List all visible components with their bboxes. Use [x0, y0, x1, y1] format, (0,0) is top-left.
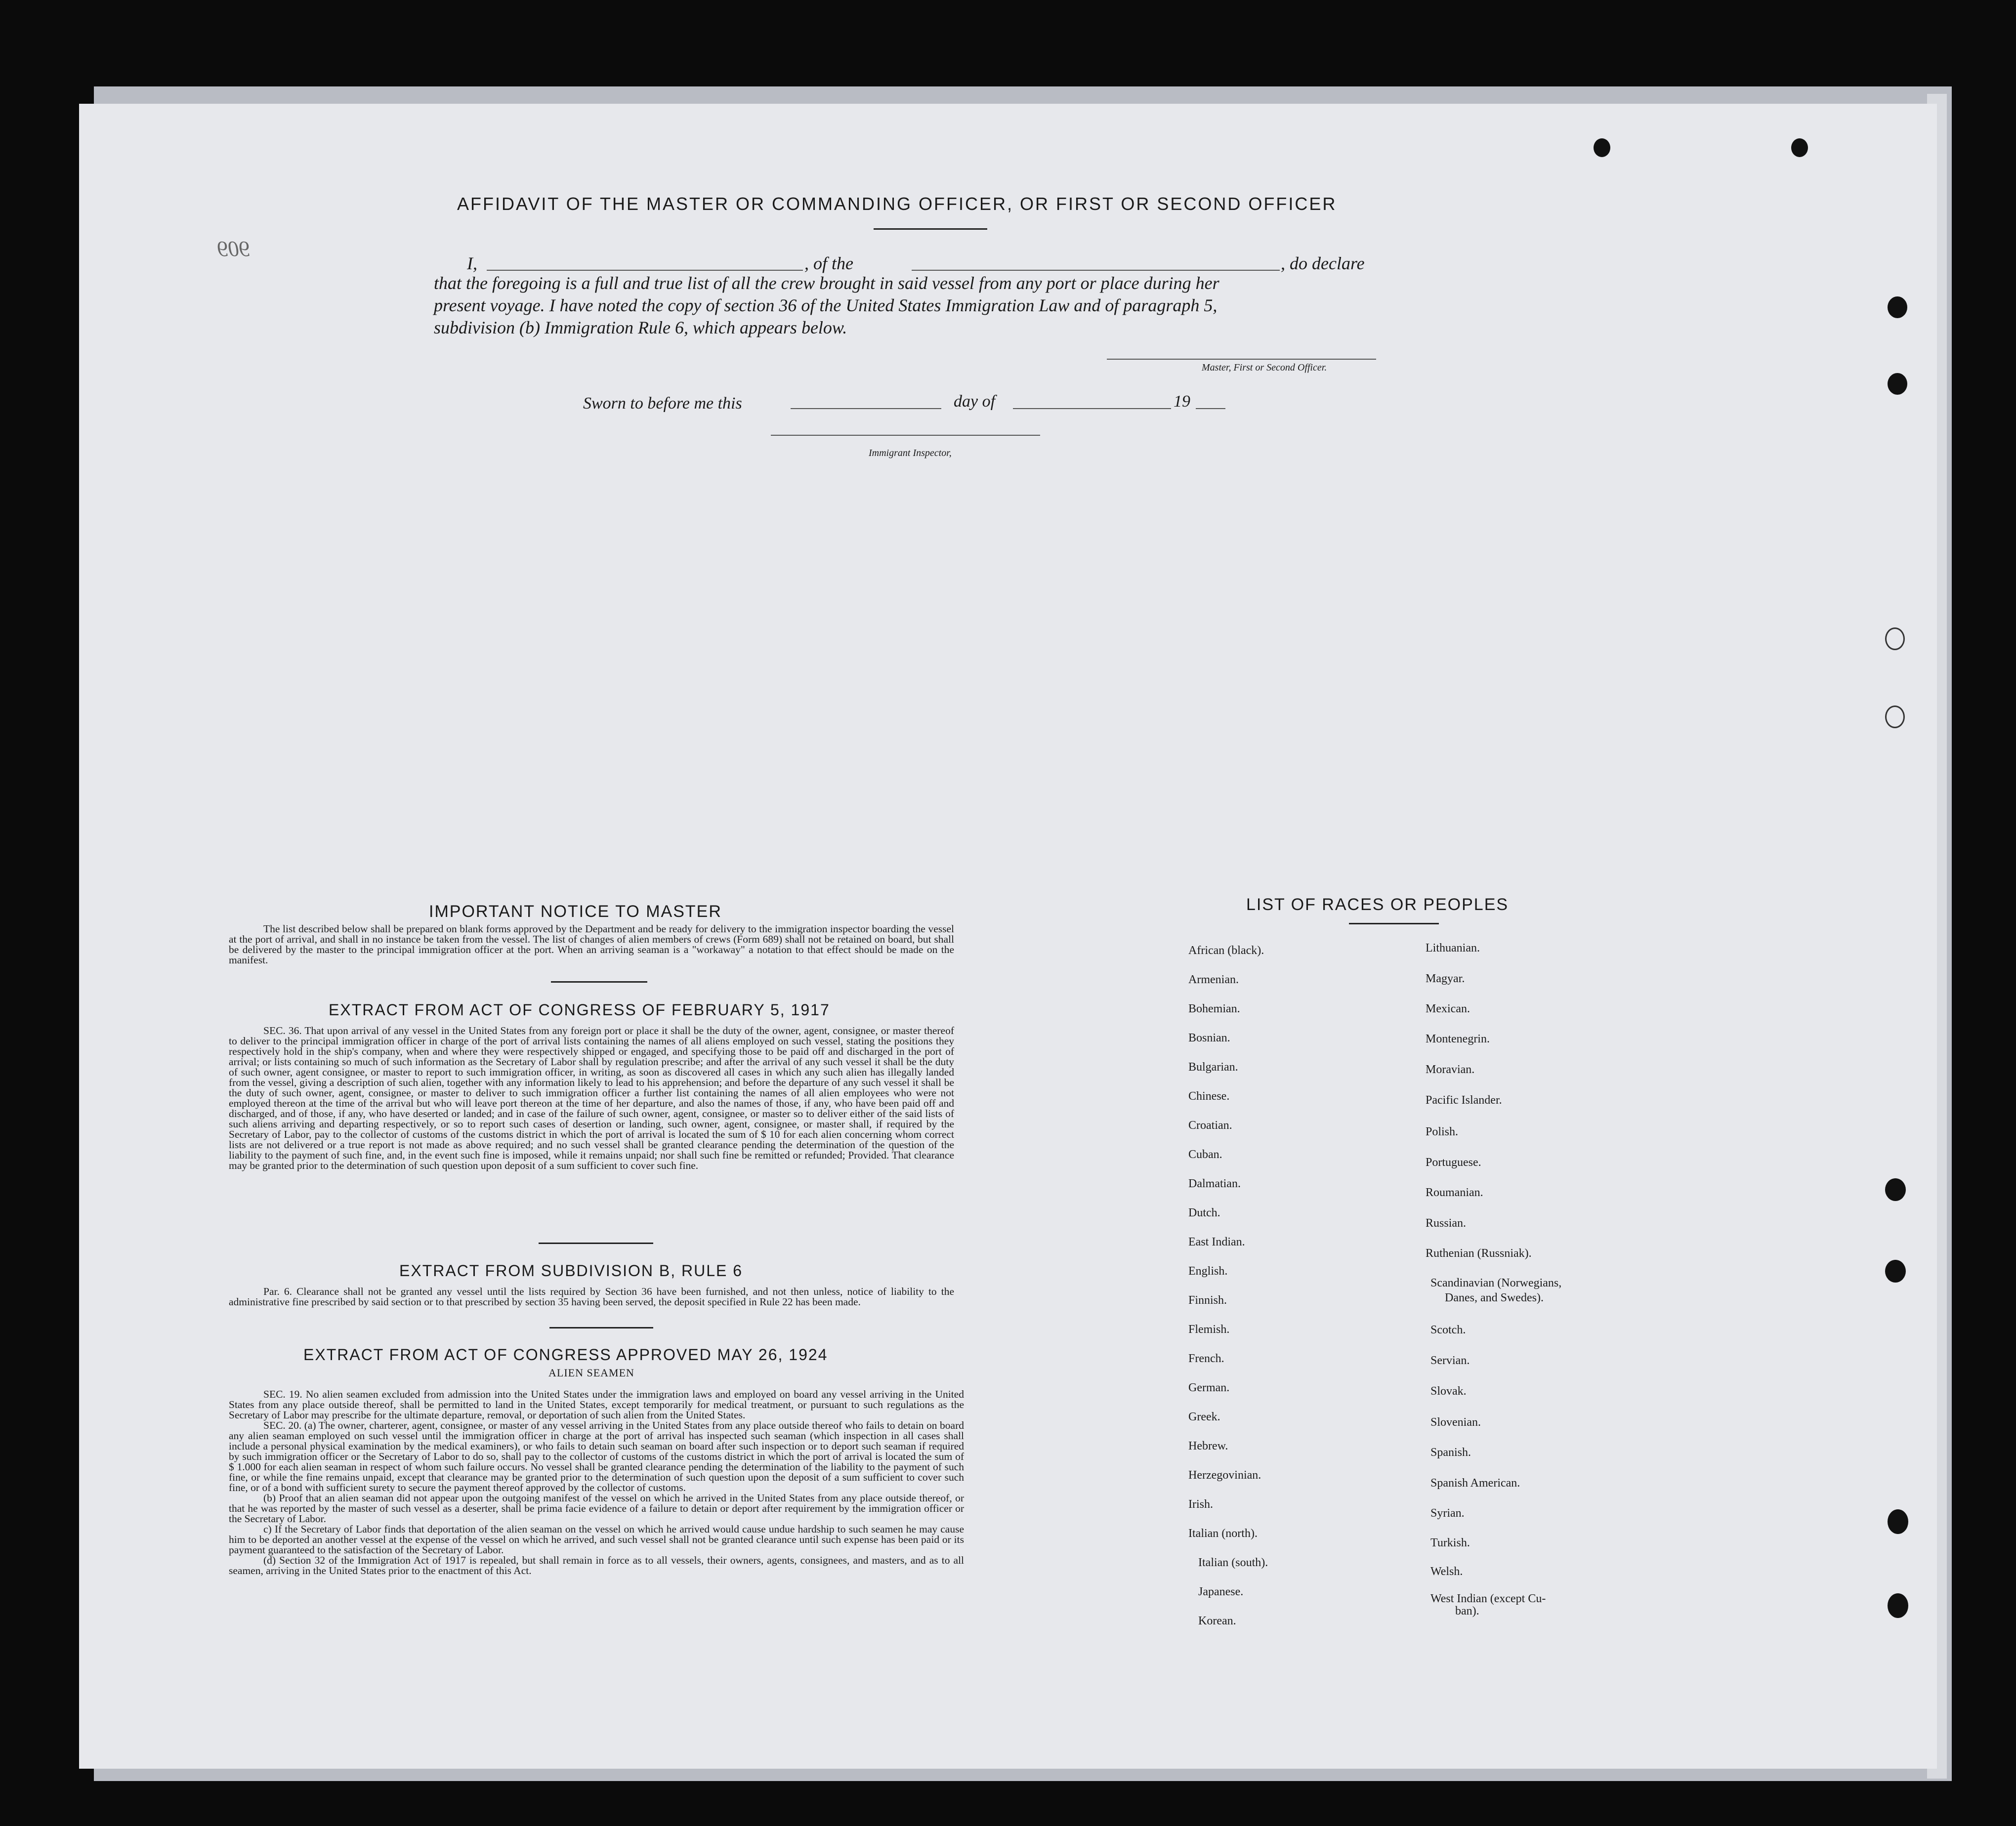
rule-6-title: EXTRACT FROM SUBDIVISION B, RULE 6	[399, 1262, 743, 1280]
name-blank[interactable]	[487, 270, 803, 271]
punch-hole	[1885, 706, 1905, 728]
do-declare-text: , do declare	[1281, 253, 1365, 273]
notice-text: The list described below shall be prepared on blank forms approved by the Department and be ready for delivery to the immigration inspector boarding the vessel at the port of arrival, and shall in no instance be taken from the vessel. The list of changes of alien members of crews (Form 689) shall not be retained on board, but shall be delivered by the master to the principal immigration officer at the port. When an arriving seaman is a "workaway" a notation to that effect should be made on the manifest.	[229, 923, 954, 966]
race-item: Servian.	[1430, 1354, 1470, 1367]
act-1917-text: SEC. 36. That upon arrival of any vessel in the United States from any foreign port or place it shall be the duty of the owner, agent, consignee, or master thereof to deliver to the principal immigration officer in charge of the port of arrival lists containing the names of all aliens employed on such vessel, stating the positions they respectively hold in the ship's company, when and where they were respectively shipped or engaged, and specifying those to be paid off and discharged in the port of arrival; or lists containing so much of such information as the Secretary of Labor shall by regulation prescribe; and after the arrival of any such vessel it shall be the duty of such owner, agent consignee, or master to report to such immigration officer, in writing, as soon as discovered all cases in which any such alien has illegally landed from the vessel, giving a description of such alien, together with any information likely to lead to his apprehension; and before the departure of any such vessel it shall be the duty of such owner, agent, consignee, or master to deliver to such immigration officer a further list containing the names of all alien employees who were not employed thereon at the time of the arrival but who will leave port thereon at the time of her departure, and also the names of those, if any, who have been paid off and discharged, and of those, if any, who have deserted or landed; and in case of the failure of such owner, agent, consignee, or master so to deliver either of the said lists of such aliens arriving and departing respectively, or so to report such cases of desertion or landing, such owner, agent, consignee, or master shall, if required by the Secretary of Labor, pay to the collector of customs of the customs district in which the port of arrival is located the sum of $ 10 for each alien concerning whom correct lists are not delivered or a true report is not made as above required; and no such vessel shall be granted clearance pending the determination of the question of the liability to the payment of such fine, and, in the event such fine is imposed, while it remains unpaid; nor shall such fine be remitted or refunded; Provided. That clearance may be granted prior to the determination of such question upon deposit of a sum sufficient to cover such fine.	[229, 1025, 954, 1171]
year-text: 19	[1174, 392, 1190, 411]
vessel-blank[interactable]	[912, 270, 1280, 271]
race-item: East Indian.	[1188, 1236, 1245, 1248]
year-blank[interactable]	[1196, 408, 1225, 409]
sworn-month-blank[interactable]	[1013, 408, 1171, 409]
of-the-text: , of the	[804, 253, 853, 273]
punch-hole	[1885, 1260, 1906, 1283]
race-item: Slovak.	[1430, 1385, 1467, 1398]
race-item: Hebrew.	[1188, 1440, 1228, 1452]
divider	[539, 1243, 653, 1244]
race-item: Herzegovinian.	[1188, 1469, 1261, 1482]
i-label: I,	[467, 253, 477, 273]
race-item: Ruthenian (Russniak).	[1426, 1247, 1532, 1260]
day-of-text: day of	[954, 392, 996, 411]
race-item: Spanish American.	[1430, 1477, 1520, 1490]
races-title: LIST OF RACES OR PEOPLES	[1246, 895, 1509, 914]
race-item: Slovenian.	[1430, 1416, 1481, 1429]
race-item: Japanese.	[1198, 1585, 1244, 1598]
race-item: Pacific Islander.	[1426, 1094, 1502, 1107]
punch-hole	[1888, 1509, 1908, 1534]
race-item: Montenegrin.	[1426, 1033, 1490, 1045]
punch-hole	[1791, 138, 1808, 157]
race-item: Polish.	[1426, 1125, 1459, 1138]
master-signature-line[interactable]	[1107, 359, 1376, 360]
master-signature-label: Master, First or Second Officer.	[1202, 362, 1327, 373]
sworn-text: Sworn to before me this	[583, 394, 742, 413]
punch-hole	[1885, 1178, 1906, 1201]
punch-hole	[1888, 1593, 1908, 1618]
race-item: English.	[1188, 1265, 1228, 1278]
affidavit-line-1	[467, 253, 477, 274]
race-item: Moravian.	[1426, 1063, 1475, 1076]
races-underline	[1349, 923, 1439, 924]
race-item: Korean.	[1198, 1615, 1236, 1627]
race-item: ban).	[1455, 1605, 1479, 1618]
punch-hole	[1888, 373, 1907, 395]
title-underline	[874, 228, 987, 230]
alien-seamen-subtitle: ALIEN SEAMEN	[548, 1367, 634, 1379]
race-item: Chinese.	[1188, 1090, 1230, 1103]
sec-20d-text: (d) Section 32 of the Immigration Act of 1917 is repealed, but shall remain in force as to all vessels, their owners, agents, consignees, and masters, and as to all seamen, arriving in the United States prior to the enactment of this Act.	[229, 1554, 964, 1577]
affidavit-line-3: present voyage. I have noted the copy of section 36 of the United States Immigration Law and of paragraph 5,	[434, 295, 1218, 315]
punch-hole	[1885, 627, 1905, 650]
notice-title: IMPORTANT NOTICE TO MASTER	[429, 902, 722, 921]
act-1917-title: EXTRACT FROM ACT OF CONGRESS OF FEBRUARY 5, 1917	[329, 1001, 830, 1019]
affidavit-title: AFFIDAVIT OF THE MASTER OR COMMANDING OFFICER, OR FIRST OR SECOND OFFICER	[457, 194, 1337, 214]
race-item: Bulgarian.	[1188, 1061, 1238, 1074]
race-item: Lithuanian.	[1426, 942, 1480, 954]
sec-20c-text: c) If the Secretary of Labor finds that deportation of the alien seaman on the vessel on which he arrived would cause undue hardship to such seamen he may cause him to be deported an another vessel at the expense of the vessel on which he arrived, and such vessel shall not be granted clearance until such expense has been paid or its payment guaranteed to the satisfaction of the Secretary of Labor.	[229, 1523, 964, 1556]
race-item: Syrian.	[1430, 1507, 1465, 1520]
race-item: Bosnian.	[1188, 1032, 1230, 1044]
race-item: German.	[1188, 1381, 1230, 1394]
race-item: Magyar.	[1426, 972, 1465, 985]
race-item: Danes, and Swedes).	[1445, 1291, 1544, 1304]
race-item: Cuban.	[1188, 1148, 1222, 1161]
race-item: Dutch.	[1188, 1206, 1220, 1219]
race-item: Greek.	[1188, 1411, 1220, 1423]
sec-19-text: SEC. 19. No alien seamen excluded from admission into the United States under the immigration laws and employed on board any vessel arriving in the United States from any place outside thereof, shall be permitted to land in the United States, except temporarily for medical treatment, or pursuant to such regulations as the Secretary of Labor may prescribe for the ultimate departure, removal, or deportation of such alien from the United States.	[229, 1388, 964, 1421]
affidavit-line-2: that the foregoing is a full and true list of all the crew brought in said vessel from any port or place during her	[434, 273, 1219, 293]
race-item: Portuguese.	[1426, 1156, 1481, 1169]
race-item: Welsh.	[1430, 1565, 1463, 1578]
inspector-signature-line[interactable]	[771, 435, 1040, 436]
margin-mark: 909	[217, 237, 250, 261]
race-item: West Indian (except Cu-	[1430, 1592, 1546, 1605]
race-item: African (black).	[1188, 944, 1264, 957]
race-item: Finnish.	[1188, 1294, 1227, 1307]
race-item: Croatian.	[1188, 1119, 1232, 1132]
inspector-label: Immigrant Inspector,	[869, 448, 952, 458]
race-item: Mexican.	[1426, 1002, 1470, 1015]
act-1924-title: EXTRACT FROM ACT OF CONGRESS APPROVED MAY 26, 1924	[303, 1346, 828, 1364]
sec-20a-text: SEC. 20. (a) The owner, charterer, agent, consignee, or master of any vessel arriving in the United States from any place outside thereof who fails to detain on board any alien seaman employed on such vessel until the immigration officer in charge at the port of arrival has inspected such seaman (which inspection in all cases shall include a personal physical examination by the medical examiners), or who fails to detain such seaman on board after such inspection or to deport such seaman if required by such immigration officer or the Secretary of Labor to do so, shall pay to the collector of customs of the customs district in which the port of arrival is located the sum of $ 1.000 for each alien seaman in respect of whom such failure occurs. No vessel shall be granted clearance pending the determination of the liability to the payment of such fine, or while the fine remains unpaid, except that clearance may be granted prior to the determination of such question upon the deposit of a sum sufficient to cover such fine, or of a bond with sufficient surety to secure the payment thereof approved by the collector of customs.	[229, 1419, 964, 1494]
race-item: Armenian.	[1188, 973, 1239, 986]
sworn-day-blank[interactable]	[791, 408, 941, 409]
act-1924-text	[229, 1389, 964, 1576]
divider	[549, 1327, 653, 1328]
race-item: Turkish.	[1430, 1536, 1470, 1549]
punch-hole	[1888, 296, 1907, 318]
race-item: Scandinavian (Norwegians,	[1430, 1277, 1562, 1289]
race-item: Bohemian.	[1188, 1002, 1240, 1015]
race-item: Italian (north).	[1188, 1527, 1258, 1540]
sec-20b-text: (b) Proof that an alien seaman did not appear upon the outgoing manifest of the vessel on which he arrived in the United States from any place outside thereof, or that he was reported by the master of such vessel as a deserter, shall be prima facie evidence of a failure to detain or deport after requirement by the immigration officer or the Secretary of Labor.	[229, 1492, 964, 1525]
race-item: French.	[1188, 1352, 1224, 1365]
divider	[551, 981, 647, 983]
race-item: Roumanian.	[1426, 1186, 1483, 1199]
race-item: Italian (south).	[1198, 1556, 1268, 1569]
race-item: Dalmatian.	[1188, 1177, 1241, 1190]
race-item: Irish.	[1188, 1498, 1213, 1511]
race-item: Flemish.	[1188, 1323, 1230, 1336]
race-item: Russian.	[1426, 1217, 1467, 1230]
race-item: Scotch.	[1430, 1324, 1466, 1336]
punch-hole	[1594, 138, 1610, 157]
rule-6-text: Par. 6. Clearance shall not be granted any vessel until the lists required by Section 36 have been furnished, and not then unless, notice of liability to the administrative fine prescribed by said section or to that prescribed by section 35 having been served, the deposit specified in Rule 22 has been made.	[229, 1286, 954, 1308]
affidavit-line-4: subdivision (b) Immigration Rule 6, which appears below.	[434, 318, 847, 337]
race-item: Spanish.	[1430, 1446, 1471, 1459]
